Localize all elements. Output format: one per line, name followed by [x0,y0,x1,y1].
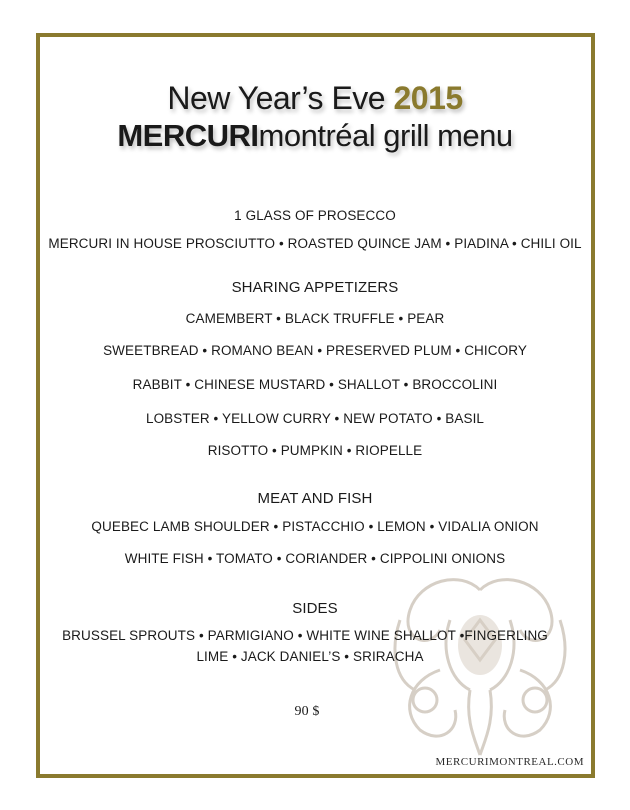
menu-title-line1 [0,80,630,117]
intro-drink: 1 GLASS OF PROSECCO [234,208,396,223]
menu-title-line2 [0,118,630,154]
appetizer-item: CAMEMBERT • BLACK TRUFFLE • PEAR [185,311,445,326]
appetizer-item: SWEETBREAD • ROMANO BEAN • PRESERVED PLUM • CHICORY [103,343,527,358]
title-prefix: New Year’s Eve [167,80,394,116]
intro-starter: MERCURI IN HOUSE PROSCIUTTO • ROASTED QUINCE JAM • PIADINA • CHILI OIL [48,236,582,251]
section-heading-appetizers: SHARING APPETIZERS [231,279,399,296]
section-heading-meat-fish: MEAT AND FISH [257,490,373,507]
appetizer-item: LOBSTER • YELLOW CURRY • NEW POTATO • BASIL [145,411,485,426]
title-brand: MERCURI [117,118,259,153]
sides-item: LIME • JACK DANIEL’S • SRIRACHA [196,649,424,664]
title-year: 2015 [393,80,463,116]
menu-price: 90 $ [294,704,320,719]
title-rest: montréal grill menu [258,118,513,153]
website-link[interactable]: MERCURIMONTREAL.COM [435,756,584,768]
appetizer-item: RABBIT • CHINESE MUSTARD • SHALLOT • BROCCOLINI [132,377,498,392]
appetizer-item: RISOTTO • PUMPKIN • RIOPELLE [207,443,423,458]
meat-fish-item: QUEBEC LAMB SHOULDER • PISTACCHIO • LEMON • VIDALIA ONION [91,519,539,534]
section-heading-sides: SIDES [292,600,338,617]
sides-item: BRUSSEL SPROUTS • PARMIGIANO • WHITE WINE SHALLOT •FINGERLING [62,628,548,643]
meat-fish-item: WHITE FISH • TOMATO • CORIANDER • CIPPOLINI ONIONS [124,551,506,566]
